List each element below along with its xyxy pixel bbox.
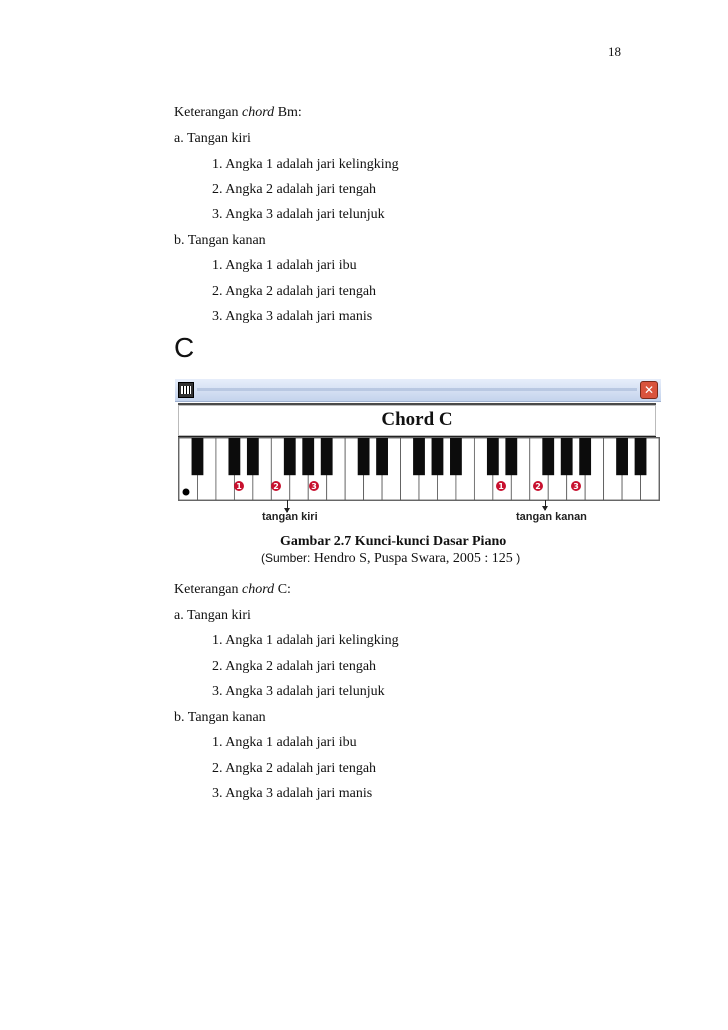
bm-heading xyxy=(174,105,302,121)
black-key xyxy=(635,438,647,475)
left-hand-label: tangan kiri xyxy=(262,511,318,523)
black-key xyxy=(579,438,591,475)
c-right-hand-label: b. Tangan kanan xyxy=(174,710,266,725)
black-key xyxy=(376,438,388,475)
piano-keyboard xyxy=(178,437,660,501)
bm-heading-suffix: Bm: xyxy=(274,105,302,120)
source-text: Hendro S, Puspa Swara, 2005 : 125 xyxy=(313,551,517,566)
piano-keys xyxy=(179,438,659,500)
right-hand-arrow xyxy=(545,500,546,510)
bm-left-item-3: 3. Angka 3 adalah jari telunjuk xyxy=(212,207,385,222)
source-close: ) xyxy=(516,551,521,565)
black-key xyxy=(302,438,314,475)
black-key xyxy=(321,438,333,475)
left-hand-marker-label: 2 xyxy=(273,482,279,491)
black-key xyxy=(542,438,554,475)
right-hand-marker-label: 2 xyxy=(535,482,541,491)
black-key xyxy=(413,438,425,475)
start-dot xyxy=(183,489,190,496)
c-left-item-1: 1. Angka 1 adalah jari kelingking xyxy=(212,633,399,648)
source-label: Sumber: xyxy=(265,551,314,565)
bm-left-item-1: 1. Angka 1 adalah jari kelingking xyxy=(212,157,399,172)
c-right-item-1: 1. Angka 1 adalah jari ibu xyxy=(212,735,357,750)
source-open: ( xyxy=(261,551,265,565)
black-key xyxy=(450,438,462,475)
c-heading xyxy=(174,582,291,598)
black-key xyxy=(505,438,517,475)
black-key xyxy=(284,438,296,475)
right-hand-label: tangan kanan xyxy=(516,511,587,523)
chord-panel xyxy=(178,403,656,439)
left-hand-marker-label: 1 xyxy=(236,482,242,491)
bm-heading-prefix: Keterangan xyxy=(174,105,243,120)
black-key xyxy=(561,438,573,475)
black-key xyxy=(228,438,240,475)
close-button[interactable]: ✕ xyxy=(640,381,658,399)
bm-left-hand-label: a. Tangan kiri xyxy=(174,131,251,146)
figure-caption: Gambar 2.7 Kunci-kunci Dasar Piano xyxy=(280,534,507,549)
black-key xyxy=(616,438,628,475)
bm-right-item-2: 2. Angka 2 adalah jari tengah xyxy=(212,284,377,299)
c-right-item-3: 3. Angka 3 adalah jari manis xyxy=(212,786,373,801)
black-key xyxy=(358,438,370,475)
bm-heading-italic: chord xyxy=(242,105,275,120)
chord-label: Chord C xyxy=(381,409,453,430)
window-titlebar xyxy=(175,379,661,402)
bm-right-item-1: 1. Angka 1 adalah jari ibu xyxy=(212,258,357,273)
right-hand-marker-label: 1 xyxy=(498,482,504,491)
bm-right-item-3: 3. Angka 3 adalah jari manis xyxy=(212,309,373,324)
c-heading-italic: chord xyxy=(242,582,275,597)
left-hand-marker-label: 3 xyxy=(311,482,317,491)
figure-source xyxy=(261,551,520,567)
c-left-item-2: 2. Angka 2 adalah jari tengah xyxy=(212,659,377,674)
c-heading-suffix: C: xyxy=(274,582,291,597)
right-hand-marker-label: 3 xyxy=(573,482,579,491)
piano-figure xyxy=(175,379,661,501)
black-key xyxy=(487,438,499,475)
piano-app-icon xyxy=(178,382,194,398)
black-key xyxy=(192,438,204,475)
black-key xyxy=(247,438,259,475)
page-number: 18 xyxy=(608,44,621,59)
titlebar-stripe xyxy=(197,388,637,391)
c-left-item-3: 3. Angka 3 adalah jari telunjuk xyxy=(212,684,385,699)
bm-left-item-2: 2. Angka 2 adalah jari tengah xyxy=(212,182,377,197)
c-heading-prefix: Keterangan xyxy=(174,582,243,597)
c-right-item-2: 2. Angka 2 adalah jari tengah xyxy=(212,761,377,776)
bm-right-hand-label: b. Tangan kanan xyxy=(174,233,266,248)
black-key xyxy=(432,438,444,475)
chord-c-heading: C xyxy=(174,332,195,363)
c-left-hand-label: a. Tangan kiri xyxy=(174,608,251,623)
